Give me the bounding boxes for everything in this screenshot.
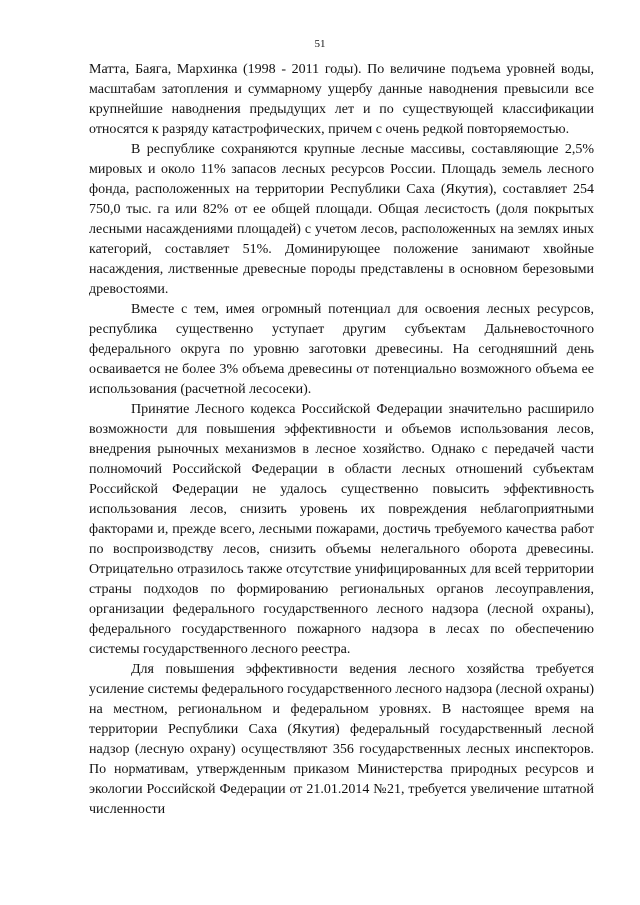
paragraph-flood-continuation: Матта, Баяга, Мархинка (1998 - 2011 годы). По величине подъема уровней воды, масштабам затопления и суммарному ущербу данные наводнения превысили все крупнейшие наводнения предыдущих лет и по существующей классификации относятся к разряду катастрофических, причем с очень редкой повторяемостью. [89,62,594,137]
page-number: 51 [314,38,326,50]
document-body [89,60,594,820]
paragraph-timber-harvest: Вместе с тем, имея огромный потенциал для освоения лесных ресурсов, республика существенно уступает другим субъектам Дальневосточного федерального округа по уровню заготовки древесины. На сегодняшний день осваивается не более 3% объема древесины от потенциально возможного объема ее использования (расчетной лесосеки). [89,302,594,397]
paragraph-forest-resources: В республике сохраняются крупные лесные массивы, составляющие 2,5% мировых и около 11% запасов лесных ресурсов России. Площадь земель лесного фонда, расположенных на территории Республики Саха (Якутия), составляет 254 750,0 тыс. га или 82% от ее общей площади. Общая лесистость (доля покрытых лесными насаждениями площадей) с учетом лесов, расположенных на землях иных категорий, составляет 51%. Доминирующее положение занимают хвойные насаждения, лиственные древесные породы представлены в основном березовыми древостоями. [89,142,594,297]
paragraph-forest-code: Принятие Лесного кодекса Российской Федерации значительно расширило возможности для повышения эффективности и объемов использования лесов, внедрения рыночных механизмов в лесное хозяйство. Однако с передачей части полномочий Российской Федерации в области лесных отношений субъектам Российской Федерации не удалось существенно повысить эффективность использования лесов, снизить уровень их повреждения неблагоприятными факторами и, прежде всего, лесными пожарами, достичь требуемого качества работ по воспроизводству лесов, снизить объемы нелегального оборота древесины. Отрицательно отразилось также отсутствие унифицированных для всей территории страны подходов по формированию региональных органов лесоуправления, организации федерального государственного лесного надзора (лесной охраны), федерального государственного пожарного надзора в лесах по обеспечению системы государственного лесного реестра. [89,402,594,657]
paragraph-forest-supervision: Для повышения эффективности ведения лесного хозяйства требуется усиление системы федерального государственного лесного надзора (лесной охраны) на местном, региональном и федеральном уровнях. В настоящее время на территории Республики Саха (Якутия) федеральный государственный лесной надзор (лесную охрану) осуществляют 356 государственных лесных инспекторов. По нормативам, утвержденным приказом Министерства природных ресурсов и экологии Российской Федерации от 21.01.2014 №21, требуется увеличение штатной численности [89,662,594,817]
